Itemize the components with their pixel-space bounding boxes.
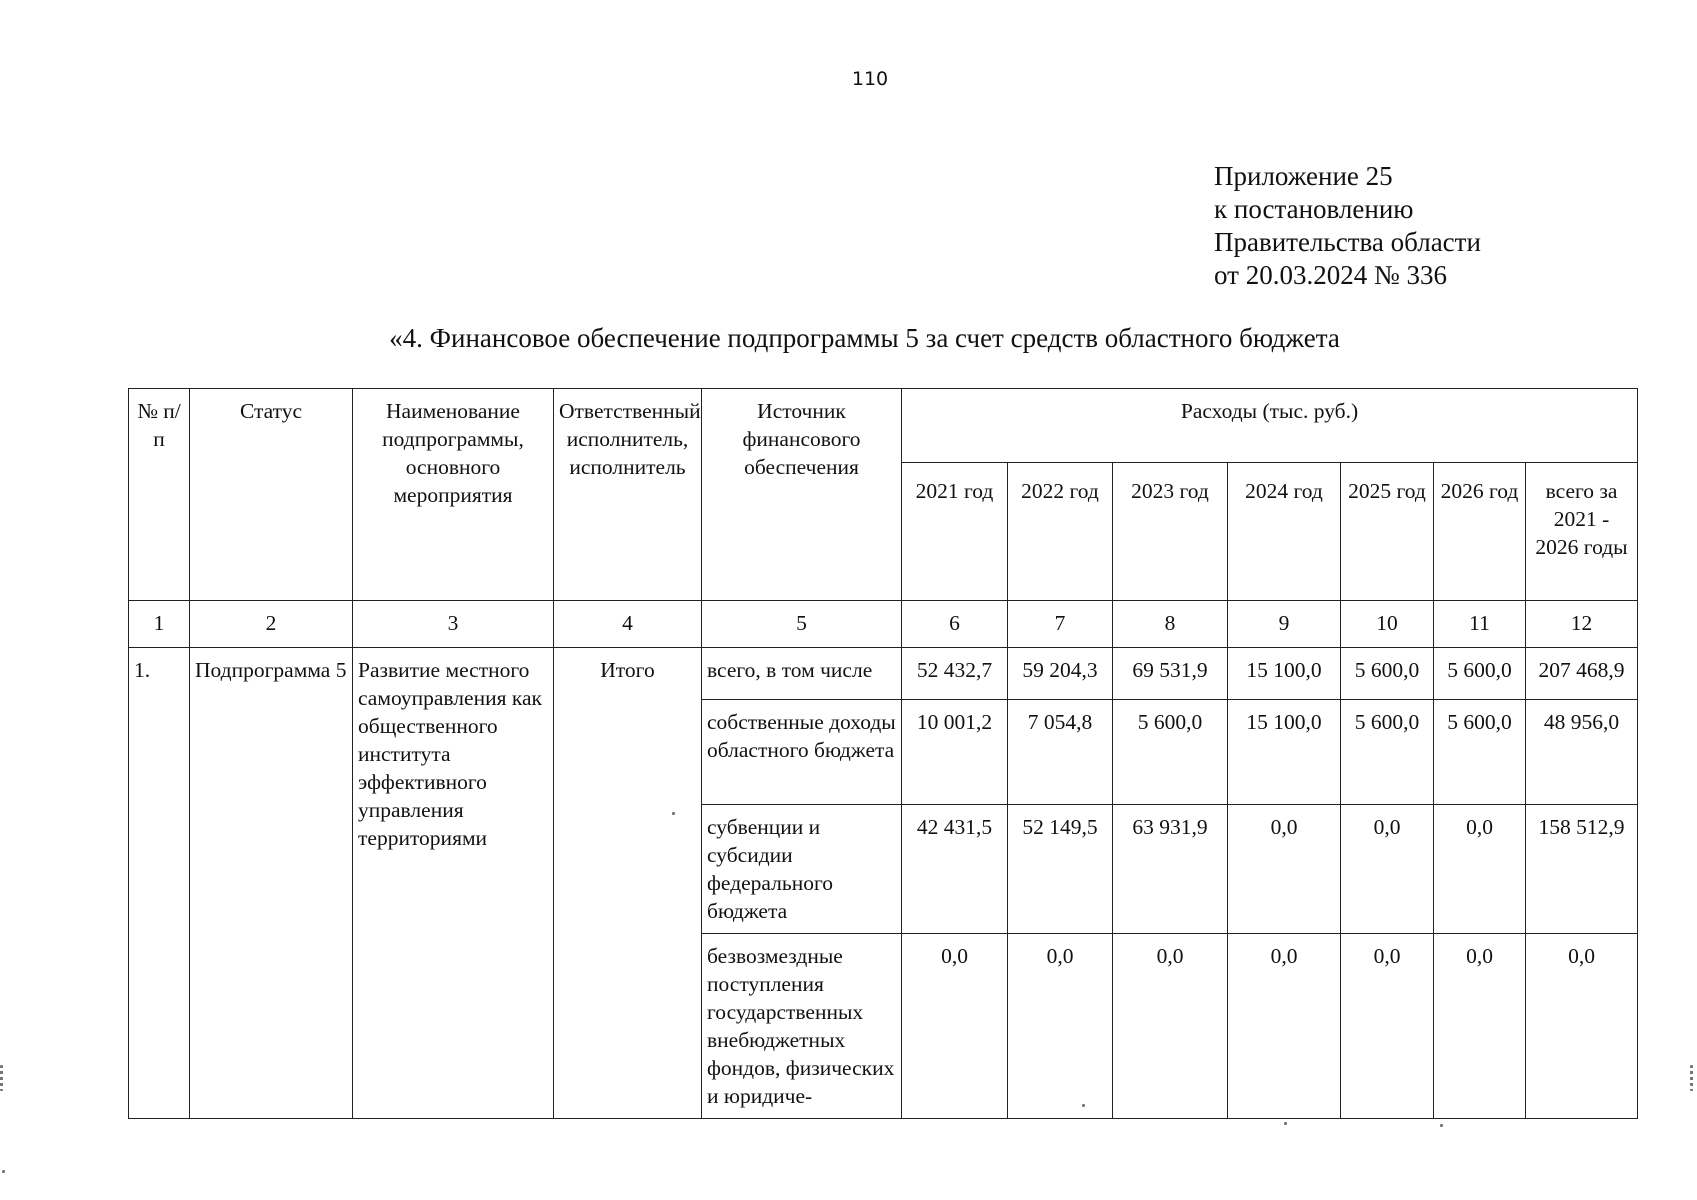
value-cell: 15 100,0 — [1228, 700, 1341, 805]
scan-speck — [2, 1170, 5, 1173]
row-name: Развитие местного самоуправления как общественного института эффективного управления территориями — [353, 648, 554, 1119]
value-cell: 52 149,5 — [1008, 805, 1113, 934]
column-number: 8 — [1113, 601, 1228, 648]
value-cell: 0,0 — [1228, 934, 1341, 1119]
value-cell: 5 600,0 — [1341, 700, 1434, 805]
scan-speck — [1440, 1124, 1443, 1127]
header-year: 2025 год — [1341, 463, 1434, 601]
value-cell: 0,0 — [1113, 934, 1228, 1119]
column-number: 10 — [1341, 601, 1434, 648]
value-cell: 15 100,0 — [1228, 648, 1341, 700]
scan-edge-marks — [0, 1065, 3, 1091]
column-number: 5 — [702, 601, 902, 648]
value-cell: 5 600,0 — [1341, 648, 1434, 700]
column-number: 6 — [902, 601, 1008, 648]
header-name: Наименование подпрограммы, основного мероприятия — [353, 389, 554, 601]
column-number: 9 — [1228, 601, 1341, 648]
header-year: 2022 год — [1008, 463, 1113, 601]
column-number: 4 — [554, 601, 702, 648]
page-number: 110 — [851, 68, 889, 90]
value-cell: 0,0 — [1228, 805, 1341, 934]
header-status: Статус — [190, 389, 353, 601]
header-executor: Ответственный исполнитель, исполнитель — [554, 389, 702, 601]
scan-speck — [1082, 1104, 1085, 1107]
source-label: субвенции и субсидии федерального бюджета — [702, 805, 902, 934]
scan-speck — [1284, 1122, 1287, 1125]
appendix-line-1: Приложение 25 — [1214, 161, 1393, 191]
source-label: безвозмездные поступления государственных внебюджетных фондов, физических и юридиче- — [702, 934, 902, 1119]
header-expenses: Расходы (тыс. руб.) — [902, 389, 1638, 463]
value-cell: 0,0 — [1341, 934, 1434, 1119]
row-num: 1. — [129, 648, 190, 1119]
column-number: 12 — [1526, 601, 1638, 648]
value-cell: 63 931,9 — [1113, 805, 1228, 934]
column-number: 11 — [1434, 601, 1526, 648]
column-number-row — [129, 601, 1638, 648]
row-status: Подпрограмма 5 — [190, 648, 353, 1119]
value-cell: 0,0 — [1341, 805, 1434, 934]
header-year: 2021 год — [902, 463, 1008, 601]
header-year: 2024 год — [1228, 463, 1341, 601]
row-executor: Итого — [554, 648, 702, 1119]
source-label: собственные доходы областного бюджета — [702, 700, 902, 805]
appendix-line-2: к постановлению — [1214, 194, 1414, 224]
header-source: Источник финансового обеспечения — [702, 389, 902, 601]
appendix-line-4: от 20.03.2024 № 336 — [1214, 260, 1447, 290]
value-cell-total: 0,0 — [1526, 934, 1638, 1119]
column-number: 1 — [129, 601, 190, 648]
value-cell: 5 600,0 — [1434, 700, 1526, 805]
column-number: 3 — [353, 601, 554, 648]
value-cell: 0,0 — [1434, 934, 1526, 1119]
value-cell: 69 531,9 — [1113, 648, 1228, 700]
header-row — [129, 389, 1638, 463]
value-cell: 42 431,5 — [902, 805, 1008, 934]
appendix-block — [1214, 160, 1481, 292]
table-row — [129, 648, 1638, 700]
value-cell: 0,0 — [1434, 805, 1526, 934]
value-cell: 59 204,3 — [1008, 648, 1113, 700]
column-number: 7 — [1008, 601, 1113, 648]
header-year: 2023 год — [1113, 463, 1228, 601]
value-cell: 0,0 — [902, 934, 1008, 1119]
value-cell: 5 600,0 — [1113, 700, 1228, 805]
value-cell: 5 600,0 — [1434, 648, 1526, 700]
value-cell: 0,0 — [1008, 934, 1113, 1119]
appendix-line-3: Правительства области — [1214, 227, 1481, 257]
value-cell-total: 207 468,9 — [1526, 648, 1638, 700]
header-year: 2026 год — [1434, 463, 1526, 601]
value-cell-total: 158 512,9 — [1526, 805, 1638, 934]
value-cell-total: 48 956,0 — [1526, 700, 1638, 805]
header-num: № п/п — [129, 389, 190, 601]
scan-speck — [672, 812, 675, 815]
scan-edge-marks — [1690, 1065, 1693, 1091]
source-label: всего, в том числе — [702, 648, 902, 700]
financing-table — [128, 388, 1638, 1119]
value-cell: 7 054,8 — [1008, 700, 1113, 805]
column-number: 2 — [190, 601, 353, 648]
value-cell: 10 001,2 — [902, 700, 1008, 805]
header-total: всего за 2021 - 2026 годы — [1526, 463, 1638, 601]
value-cell: 52 432,7 — [902, 648, 1008, 700]
section-title: «4. Финансовое обеспечение подпрограммы 5 за счет средств областного бюджета — [389, 323, 1340, 353]
